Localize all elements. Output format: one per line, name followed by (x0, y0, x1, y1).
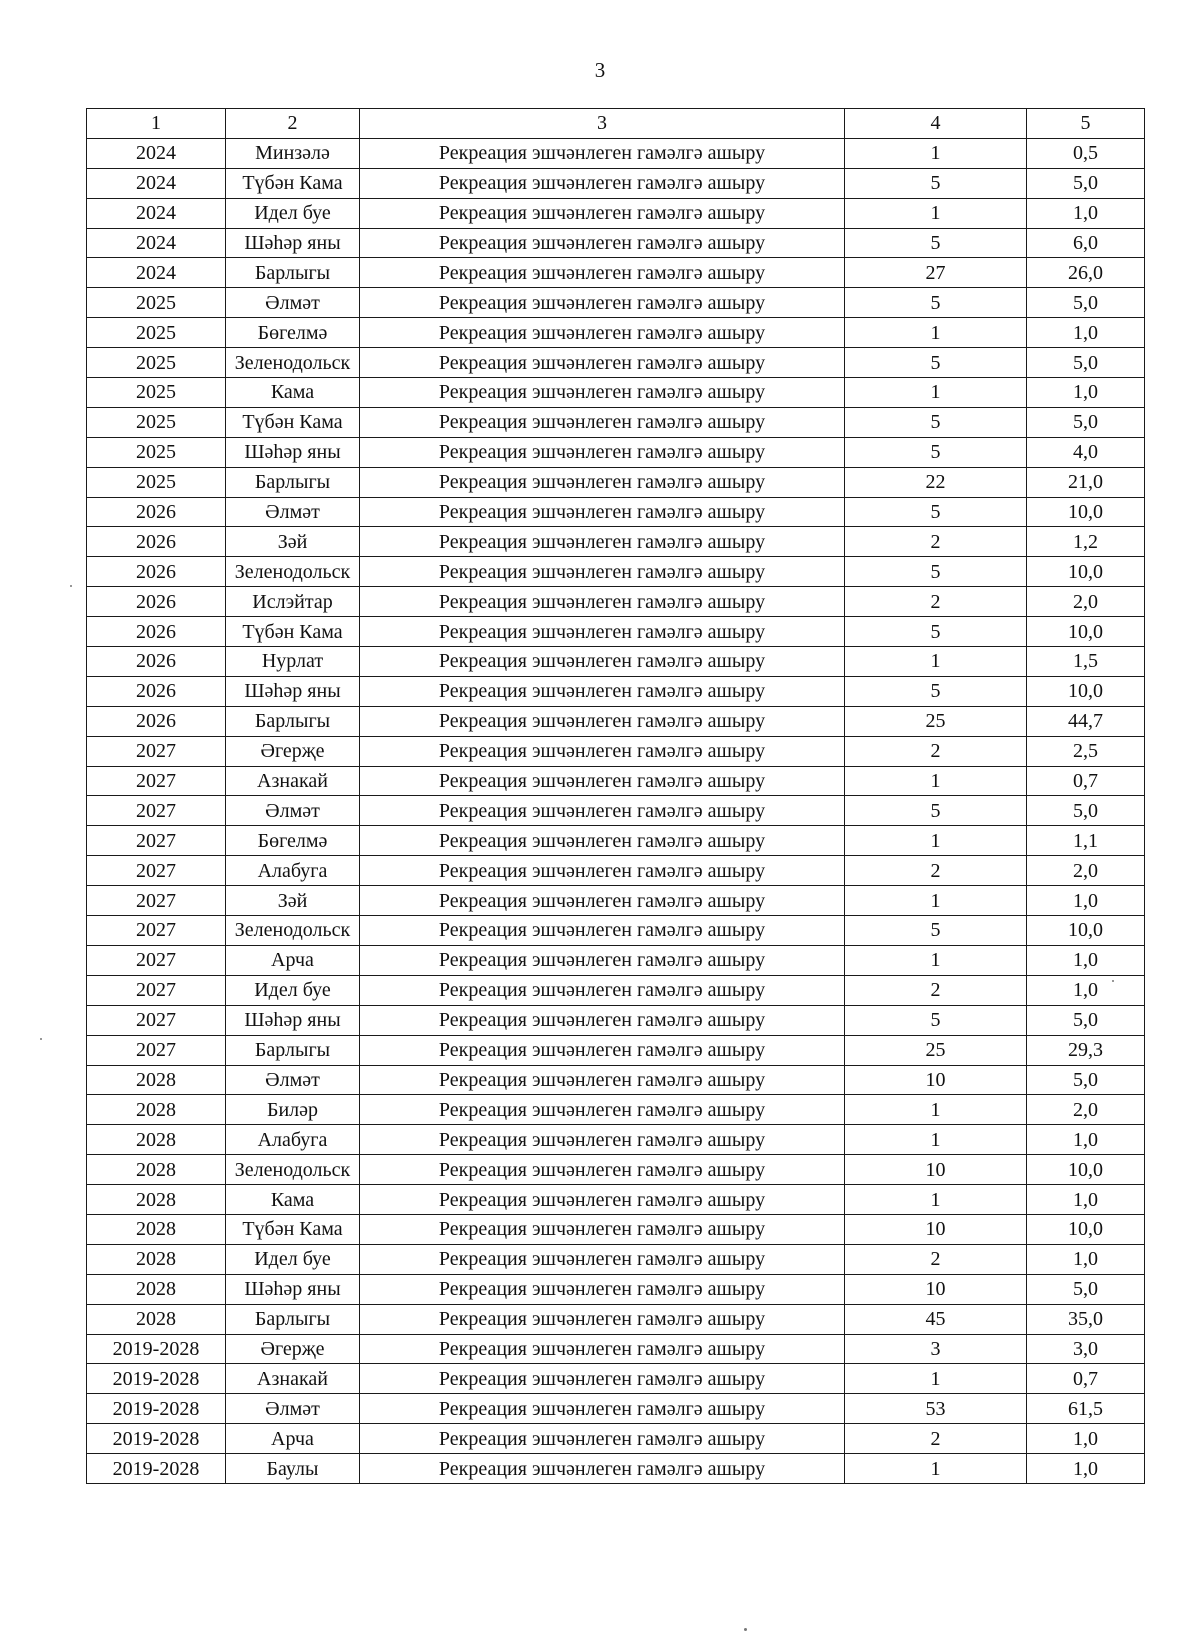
activity-cell: Рекреация эшчәнлеген гамәлгә ашыру (360, 1394, 845, 1424)
table-row (87, 945, 1145, 975)
activity-cell: Рекреация эшчәнлеген гамәлгә ашыру (360, 1424, 845, 1454)
district-cell: Шәһәр яны (226, 676, 360, 706)
table-row (87, 1005, 1145, 1035)
count-cell: 25 (845, 706, 1027, 736)
year-cell: 2028 (87, 1274, 226, 1304)
year-cell: 2024 (87, 198, 226, 228)
table-row (87, 647, 1145, 677)
value-cell: 5,0 (1027, 1065, 1145, 1095)
table-row (87, 1214, 1145, 1244)
value-cell: 1,0 (1027, 1424, 1145, 1454)
year-cell: 2027 (87, 796, 226, 826)
table-row (87, 1454, 1145, 1484)
table-row (87, 736, 1145, 766)
value-cell: 2,0 (1027, 856, 1145, 886)
value-cell: 1,5 (1027, 647, 1145, 677)
count-cell: 1 (845, 198, 1027, 228)
count-cell: 2 (845, 975, 1027, 1005)
table-row (87, 467, 1145, 497)
table-row (87, 1065, 1145, 1095)
year-cell: 2026 (87, 676, 226, 706)
district-cell: Барлыгы (226, 706, 360, 736)
table-row (87, 1394, 1145, 1424)
value-cell: 5,0 (1027, 407, 1145, 437)
activity-cell: Рекреация эшчәнлеген гамәлгә ашыру (360, 138, 845, 168)
year-cell: 2026 (87, 587, 226, 617)
activity-cell: Рекреация эшчәнлеген гамәлгә ашыру (360, 318, 845, 348)
activity-cell: Рекреация эшчәнлеген гамәлгә ашыру (360, 1244, 845, 1274)
year-cell: 2025 (87, 288, 226, 318)
activity-cell: Рекреация эшчәнлеген гамәлгә ашыру (360, 826, 845, 856)
year-cell: 2019-2028 (87, 1364, 226, 1394)
value-cell: 5,0 (1027, 1274, 1145, 1304)
table-row (87, 557, 1145, 587)
activity-cell: Рекреация эшчәнлеген гамәлгә ашыру (360, 1125, 845, 1155)
value-cell: 1,0 (1027, 886, 1145, 916)
count-cell: 5 (845, 348, 1027, 378)
year-cell: 2027 (87, 945, 226, 975)
count-cell: 45 (845, 1304, 1027, 1334)
page-number: 3 (594, 58, 606, 82)
value-cell: 1,0 (1027, 975, 1145, 1005)
district-cell: Идел буе (226, 1244, 360, 1274)
value-cell: 5,0 (1027, 796, 1145, 826)
activity-cell: Рекреация эшчәнлеген гамәлгә ашыру (360, 288, 845, 318)
activity-cell: Рекреация эшчәнлеген гамәлгә ашыру (360, 647, 845, 677)
district-cell: Арча (226, 945, 360, 975)
year-cell: 2028 (87, 1185, 226, 1215)
year-cell: 2024 (87, 228, 226, 258)
value-cell: 5,0 (1027, 1005, 1145, 1035)
district-cell: Шәһәр яны (226, 437, 360, 467)
district-cell: Зәй (226, 886, 360, 916)
activity-cell: Рекреация эшчәнлеген гамәлгә ашыру (360, 1155, 845, 1185)
table-row (87, 796, 1145, 826)
year-cell: 2028 (87, 1304, 226, 1334)
value-cell: 21,0 (1027, 467, 1145, 497)
table-row (87, 1364, 1145, 1394)
table-row (87, 497, 1145, 527)
district-cell: Шәһәр яны (226, 1274, 360, 1304)
value-cell: 6,0 (1027, 228, 1145, 258)
activity-cell: Рекреация эшчәнлеген гамәлгә ашыру (360, 1364, 845, 1394)
district-cell: Зеленодольск (226, 348, 360, 378)
table-row (87, 1304, 1145, 1334)
activity-cell: Рекреация эшчәнлеген гамәлгә ашыру (360, 1214, 845, 1244)
value-cell: 10,0 (1027, 617, 1145, 647)
activity-cell: Рекреация эшчәнлеген гамәлгә ашыру (360, 527, 845, 557)
data-table (86, 108, 1145, 1484)
year-cell: 2026 (87, 527, 226, 557)
district-cell: Кама (226, 378, 360, 408)
district-cell: Түбән Кама (226, 617, 360, 647)
activity-cell: Рекреация эшчәнлеген гамәлгә ашыру (360, 1334, 845, 1364)
value-cell: 0,7 (1027, 1364, 1145, 1394)
table-row (87, 198, 1145, 228)
scan-speck (70, 585, 72, 587)
district-cell: Әлмәт (226, 1394, 360, 1424)
value-cell: 10,0 (1027, 497, 1145, 527)
year-cell: 2027 (87, 856, 226, 886)
district-cell: Барлыгы (226, 467, 360, 497)
count-cell: 5 (845, 228, 1027, 258)
year-cell: 2026 (87, 497, 226, 527)
value-cell: 2,0 (1027, 587, 1145, 617)
activity-cell: Рекреация эшчәнлеген гамәлгә ашыру (360, 796, 845, 826)
year-cell: 2028 (87, 1244, 226, 1274)
activity-cell: Рекреация эшчәнлеген гамәлгә ашыру (360, 228, 845, 258)
count-cell: 5 (845, 407, 1027, 437)
table-row (87, 826, 1145, 856)
year-cell: 2019-2028 (87, 1394, 226, 1424)
district-cell: Шәһәр яны (226, 1005, 360, 1035)
table-row (87, 676, 1145, 706)
table-row (87, 378, 1145, 408)
activity-cell: Рекреация эшчәнлеген гамәлгә ашыру (360, 1274, 845, 1304)
district-cell: Әлмәт (226, 796, 360, 826)
year-cell: 2028 (87, 1095, 226, 1125)
value-cell: 1,0 (1027, 1454, 1145, 1484)
count-cell: 1 (845, 826, 1027, 856)
count-cell: 25 (845, 1035, 1027, 1065)
activity-cell: Рекреация эшчәнлеген гамәлгә ашыру (360, 587, 845, 617)
count-cell: 1 (845, 378, 1027, 408)
value-cell: 61,5 (1027, 1394, 1145, 1424)
table-row (87, 348, 1145, 378)
value-cell: 35,0 (1027, 1304, 1145, 1334)
count-cell: 22 (845, 467, 1027, 497)
count-cell: 2 (845, 856, 1027, 886)
column-header-3: 3 (360, 109, 845, 139)
year-cell: 2027 (87, 1035, 226, 1065)
table-row (87, 1274, 1145, 1304)
count-cell: 1 (845, 1095, 1027, 1125)
count-cell: 1 (845, 1125, 1027, 1155)
count-cell: 1 (845, 1454, 1027, 1484)
activity-cell: Рекреация эшчәнлеген гамәлгә ашыру (360, 766, 845, 796)
year-cell: 2026 (87, 617, 226, 647)
table-row (87, 1244, 1145, 1274)
count-cell: 2 (845, 587, 1027, 617)
table-row (87, 1185, 1145, 1215)
table-row (87, 1035, 1145, 1065)
district-cell: Әлмәт (226, 497, 360, 527)
count-cell: 1 (845, 647, 1027, 677)
activity-cell: Рекреация эшчәнлеген гамәлгә ашыру (360, 706, 845, 736)
year-cell: 2028 (87, 1125, 226, 1155)
activity-cell: Рекреация эшчәнлеген гамәлгә ашыру (360, 407, 845, 437)
activity-cell: Рекреация эшчәнлеген гамәлгә ашыру (360, 736, 845, 766)
activity-cell: Рекреация эшчәнлеген гамәлгә ашыру (360, 258, 845, 288)
table-row (87, 706, 1145, 736)
table-row (87, 1095, 1145, 1125)
value-cell: 4,0 (1027, 437, 1145, 467)
activity-cell: Рекреация эшчәнлеген гамәлгә ашыру (360, 676, 845, 706)
count-cell: 2 (845, 527, 1027, 557)
table-body (87, 138, 1145, 1483)
table-row (87, 258, 1145, 288)
year-cell: 2025 (87, 467, 226, 497)
value-cell: 0,7 (1027, 766, 1145, 796)
table-row (87, 1125, 1145, 1155)
count-cell: 5 (845, 168, 1027, 198)
value-cell: 1,0 (1027, 945, 1145, 975)
value-cell: 26,0 (1027, 258, 1145, 288)
count-cell: 2 (845, 736, 1027, 766)
scan-speck (1112, 980, 1114, 982)
count-cell: 5 (845, 437, 1027, 467)
activity-cell: Рекреация эшчәнлеген гамәлгә ашыру (360, 886, 845, 916)
year-cell: 2026 (87, 647, 226, 677)
year-cell: 2019-2028 (87, 1454, 226, 1484)
value-cell: 1,0 (1027, 1185, 1145, 1215)
district-cell: Әгерҗе (226, 736, 360, 766)
district-cell: Зеленодольск (226, 1155, 360, 1185)
value-cell: 1,0 (1027, 1244, 1145, 1274)
value-cell: 1,1 (1027, 826, 1145, 856)
district-cell: Зеленодольск (226, 557, 360, 587)
district-cell: Бөгелмә (226, 826, 360, 856)
activity-cell: Рекреация эшчәнлеген гамәлгә ашыру (360, 945, 845, 975)
year-cell: 2025 (87, 348, 226, 378)
value-cell: 1,0 (1027, 1125, 1145, 1155)
activity-cell: Рекреация эшчәнлеген гамәлгә ашыру (360, 198, 845, 228)
activity-cell: Рекреация эшчәнлеген гамәлгә ашыру (360, 378, 845, 408)
year-cell: 2027 (87, 766, 226, 796)
activity-cell: Рекреация эшчәнлеген гамәлгә ашыру (360, 916, 845, 946)
count-cell: 1 (845, 1185, 1027, 1215)
value-cell: 2,5 (1027, 736, 1145, 766)
year-cell: 2019-2028 (87, 1334, 226, 1364)
district-cell: Түбән Кама (226, 407, 360, 437)
year-cell: 2025 (87, 407, 226, 437)
table-row (87, 168, 1145, 198)
year-cell: 2026 (87, 706, 226, 736)
count-cell: 5 (845, 557, 1027, 587)
district-cell: Барлыгы (226, 1304, 360, 1334)
count-cell: 10 (845, 1274, 1027, 1304)
year-cell: 2028 (87, 1155, 226, 1185)
district-cell: Идел буе (226, 975, 360, 1005)
table-row (87, 407, 1145, 437)
activity-cell: Рекреация эшчәнлеген гамәлгә ашыру (360, 348, 845, 378)
value-cell: 3,0 (1027, 1334, 1145, 1364)
district-cell: Алабуга (226, 1125, 360, 1155)
value-cell: 5,0 (1027, 168, 1145, 198)
count-cell: 53 (845, 1394, 1027, 1424)
count-cell: 1 (845, 138, 1027, 168)
year-cell: 2028 (87, 1214, 226, 1244)
column-header-5: 5 (1027, 109, 1145, 139)
count-cell: 5 (845, 1005, 1027, 1035)
column-header-4: 4 (845, 109, 1027, 139)
district-cell: Әгерҗе (226, 1334, 360, 1364)
district-cell: Әлмәт (226, 1065, 360, 1095)
count-cell: 5 (845, 796, 1027, 826)
year-cell: 2028 (87, 1065, 226, 1095)
year-cell: 2025 (87, 378, 226, 408)
count-cell: 5 (845, 676, 1027, 706)
year-cell: 2027 (87, 1005, 226, 1035)
year-cell: 2025 (87, 318, 226, 348)
district-cell: Минзәлә (226, 138, 360, 168)
activity-cell: Рекреация эшчәнлеген гамәлгә ашыру (360, 1304, 845, 1334)
value-cell: 1,0 (1027, 378, 1145, 408)
district-cell: Барлыгы (226, 1035, 360, 1065)
year-cell: 2027 (87, 975, 226, 1005)
value-cell: 5,0 (1027, 288, 1145, 318)
table-row (87, 527, 1145, 557)
value-cell: 10,0 (1027, 557, 1145, 587)
table-row (87, 437, 1145, 467)
count-cell: 10 (845, 1214, 1027, 1244)
count-cell: 2 (845, 1244, 1027, 1274)
district-cell: Арча (226, 1424, 360, 1454)
table-row (87, 916, 1145, 946)
year-cell: 2025 (87, 437, 226, 467)
year-cell: 2024 (87, 258, 226, 288)
table-row (87, 138, 1145, 168)
count-cell: 10 (845, 1155, 1027, 1185)
scan-speck (744, 1628, 747, 1631)
activity-cell: Рекреация эшчәнлеген гамәлгә ашыру (360, 557, 845, 587)
table-row (87, 228, 1145, 258)
value-cell: 0,5 (1027, 138, 1145, 168)
count-cell: 27 (845, 258, 1027, 288)
year-cell: 2019-2028 (87, 1424, 226, 1454)
count-cell: 10 (845, 1065, 1027, 1095)
column-header-1: 1 (87, 109, 226, 139)
activity-cell: Рекреация эшчәнлеген гамәлгә ашыру (360, 1035, 845, 1065)
year-cell: 2024 (87, 138, 226, 168)
activity-cell: Рекреация эшчәнлеген гамәлгә ашыру (360, 856, 845, 886)
district-cell: Түбән Кама (226, 1214, 360, 1244)
column-header-2: 2 (226, 109, 360, 139)
count-cell: 5 (845, 497, 1027, 527)
activity-cell: Рекреация эшчәнлеген гамәлгә ашыру (360, 1065, 845, 1095)
district-cell: Зеленодольск (226, 916, 360, 946)
table-row (87, 318, 1145, 348)
district-cell: Әлмәт (226, 288, 360, 318)
count-cell: 1 (845, 1364, 1027, 1394)
count-cell: 1 (845, 766, 1027, 796)
district-cell: Азнакай (226, 1364, 360, 1394)
activity-cell: Рекреация эшчәнлеген гамәлгә ашыру (360, 1454, 845, 1484)
activity-cell: Рекреация эшчәнлеген гамәлгә ашыру (360, 1005, 845, 1035)
value-cell: 1,2 (1027, 527, 1145, 557)
table-row (87, 617, 1145, 647)
table-row (87, 587, 1145, 617)
district-cell: Биләр (226, 1095, 360, 1125)
year-cell: 2027 (87, 886, 226, 916)
district-cell: Баулы (226, 1454, 360, 1484)
table-row (87, 975, 1145, 1005)
count-cell: 1 (845, 318, 1027, 348)
count-cell: 5 (845, 288, 1027, 318)
value-cell: 10,0 (1027, 916, 1145, 946)
table-row (87, 1155, 1145, 1185)
value-cell: 5,0 (1027, 348, 1145, 378)
count-cell: 1 (845, 886, 1027, 916)
district-cell: Түбән Кама (226, 168, 360, 198)
district-cell: Алабуга (226, 856, 360, 886)
activity-cell: Рекреация эшчәнлеген гамәлгә ашыру (360, 437, 845, 467)
year-cell: 2024 (87, 168, 226, 198)
year-cell: 2027 (87, 736, 226, 766)
count-cell: 5 (845, 617, 1027, 647)
district-cell: Идел буе (226, 198, 360, 228)
year-cell: 2026 (87, 557, 226, 587)
count-cell: 2 (845, 1424, 1027, 1454)
table-row (87, 856, 1145, 886)
table-row (87, 1424, 1145, 1454)
table-row (87, 766, 1145, 796)
district-cell: Шәһәр яны (226, 228, 360, 258)
table-row (87, 288, 1145, 318)
value-cell: 10,0 (1027, 1155, 1145, 1185)
value-cell: 10,0 (1027, 676, 1145, 706)
activity-cell: Рекреация эшчәнлеген гамәлгә ашыру (360, 975, 845, 1005)
count-cell: 3 (845, 1334, 1027, 1364)
district-cell: Бөгелмә (226, 318, 360, 348)
count-cell: 1 (845, 945, 1027, 975)
activity-cell: Рекреация эшчәнлеген гамәлгә ашыру (360, 1095, 845, 1125)
year-cell: 2027 (87, 826, 226, 856)
value-cell: 1,0 (1027, 198, 1145, 228)
activity-cell: Рекреация эшчәнлеген гамәлгә ашыру (360, 168, 845, 198)
district-cell: Азнакай (226, 766, 360, 796)
value-cell: 10,0 (1027, 1214, 1145, 1244)
district-cell: Ислэйтар (226, 587, 360, 617)
district-cell: Зәй (226, 527, 360, 557)
value-cell: 29,3 (1027, 1035, 1145, 1065)
activity-cell: Рекреация эшчәнлеген гамәлгә ашыру (360, 1185, 845, 1215)
year-cell: 2027 (87, 916, 226, 946)
district-cell: Барлыгы (226, 258, 360, 288)
value-cell: 44,7 (1027, 706, 1145, 736)
value-cell: 2,0 (1027, 1095, 1145, 1125)
activity-cell: Рекреация эшчәнлеген гамәлгә ашыру (360, 467, 845, 497)
table-row (87, 1334, 1145, 1364)
table-row (87, 886, 1145, 916)
district-cell: Кама (226, 1185, 360, 1215)
activity-cell: Рекреация эшчәнлеген гамәлгә ашыру (360, 617, 845, 647)
activity-cell: Рекреация эшчәнлеген гамәлгә ашыру (360, 497, 845, 527)
scan-speck (40, 1038, 42, 1040)
header-row (87, 109, 1145, 139)
count-cell: 5 (845, 916, 1027, 946)
district-cell: Нурлат (226, 647, 360, 677)
value-cell: 1,0 (1027, 318, 1145, 348)
